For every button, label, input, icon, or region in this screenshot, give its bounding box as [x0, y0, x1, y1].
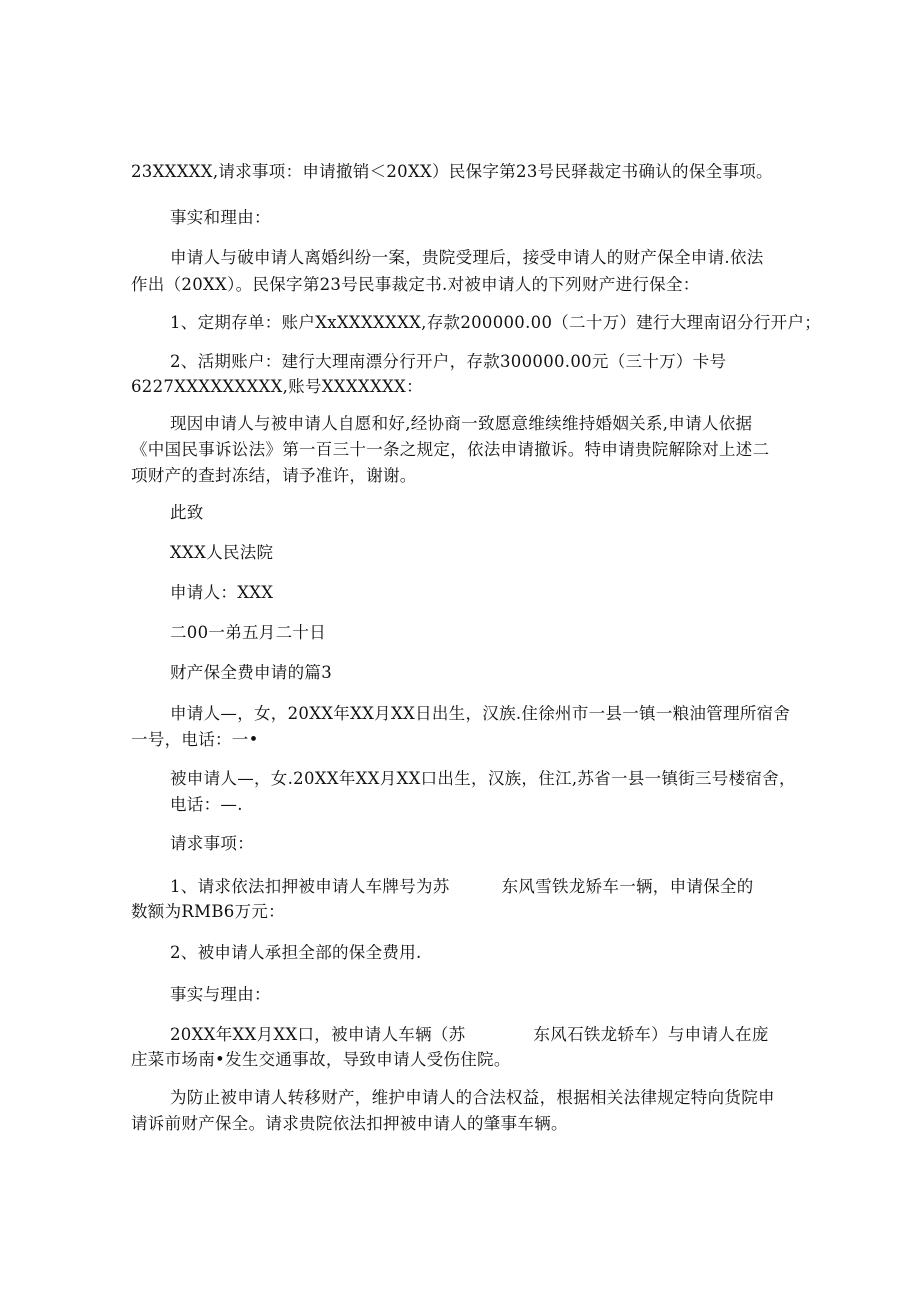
heading-facts-reasons: 事实和理由：: [170, 208, 271, 227]
facts-line-part1: 20XX年XX月XX口，被申请人车辆（苏: [170, 1025, 466, 1044]
paragraph-line: 现因申请人与被申请人自愿和好,经协商一致愿意维续维持婚姻关系,申请人依据: [170, 414, 753, 433]
section-title: 财产保全费申请的篇3: [170, 663, 332, 682]
list-item-fixed-deposit: 1、定期存单：账户XxXXXXXXX,存款200000.00（二十万）建行大理南诏分行开户；: [170, 313, 822, 332]
respondent-info-cont: 电话：—.: [170, 795, 243, 814]
request-item-1-part2: 东风雪铁龙矫车一辆，申请保全的: [501, 877, 754, 896]
list-item-current-account-cont: 6227XXXXXXXXX,账号XXXXXXX：: [131, 377, 423, 396]
paragraph-line: 申请人与破申请人离婚纠纷一案，贵院受理后，接受申请人的财产保全申请.依法: [170, 248, 764, 267]
paragraph-line: 作出（20XX）。民保字第23号民事裁定书.对被申请人的下列财产进行保全：: [131, 275, 700, 294]
closing-paragraph-cont: 请诉前财产保全。请求贵院依法扣押被申请人的肇事车辆。: [131, 1114, 568, 1133]
respondent-info: 被申请人—，女.20XX年XX月XX口出生，汉族，住江,苏省一县一镇街三号楼宿舍，: [170, 769, 796, 788]
request-item-1-cont: 数额为RMB6万元：: [131, 902, 285, 921]
paragraph-line: 《中国民事诉讼法》第一百三十一条之规定，依法申请撤诉。特申请贵院解除对上述二: [131, 440, 770, 459]
applicant-info-cont: 一号，电话：一•: [131, 730, 259, 749]
date-line: 二00一弟五月二十日: [170, 623, 326, 642]
heading-request-items: 请求事项：: [170, 834, 254, 853]
applicant-info: 申请人—，女，20XX年XX月XX日出生，汉族.住徐州市一县一镇一粮油管理所宿舍: [170, 704, 791, 723]
heading-facts-and-reasons: 事实与理由：: [170, 985, 271, 1004]
paragraph-line: 项财产的查封冻结，请予准许，谢谢。: [131, 466, 417, 485]
facts-line-part2: 东风石铁龙轿车）与申请人在庞: [533, 1025, 769, 1044]
facts-line-cont: 庄菜市场南•发生交通事故，导致申请人受伤住院。: [131, 1050, 511, 1069]
request-line: 23XXXXX,请求事项：申请撤销＜20XX）民保字第23号民驿裁定书确认的保全事项。: [131, 162, 773, 181]
request-item-1: [170, 873, 754, 900]
list-item-current-account: 2、活期账户：建行大理南漂分行开户，存款300000.00元（三十万）卡号: [170, 352, 727, 371]
request-item-2: 2、被申请人承担全部的保全费用.: [170, 943, 422, 962]
applicant-signature: 申请人：XXX: [170, 583, 274, 602]
recipient-court: XXX人民法院: [170, 543, 274, 562]
facts-line: [170, 1021, 769, 1048]
closing-paragraph: 为防止被申请人转移财产，维护申请人的合法权益，根据相关法律规定特向货院申: [170, 1088, 775, 1107]
request-item-1-part1: 1、请求依法扣押被申请人车牌号为苏: [170, 877, 450, 896]
salutation: 此致: [170, 503, 204, 522]
